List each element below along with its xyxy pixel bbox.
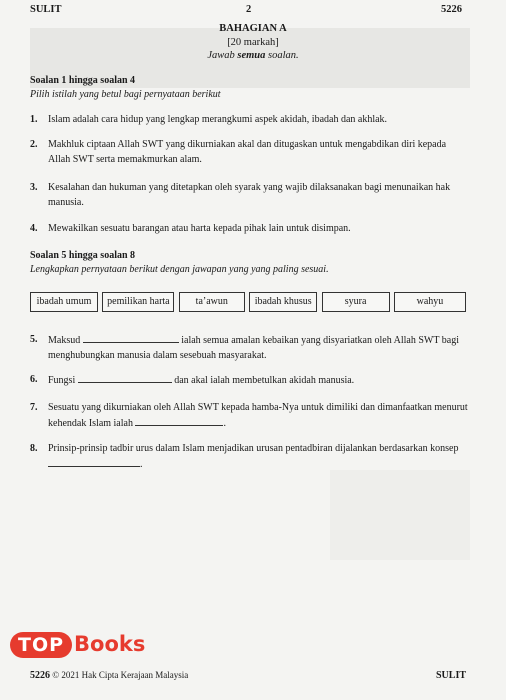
answer-choices — [30, 292, 466, 312]
show-through-block — [330, 470, 470, 560]
part1-instruction: Pilih istilah yang betul bagi pernyataan berikut — [30, 89, 221, 100]
question-8 — [30, 442, 470, 472]
question-text: Makhluk ciptaan Allah SWT yang dikurniakan akal dan ditugaskan untuk mengabdikan diri kepada Allah SWT serta memakmurkan alam. — [48, 139, 447, 165]
footer-sulit: SULIT — [436, 670, 467, 681]
footer-copyright: © 2021 Hak Cipta Kerajaan Malaysia — [52, 670, 189, 680]
question-number: 4. — [30, 223, 38, 234]
instruction-part: soalan. — [265, 50, 299, 61]
section-title: BAHAGIAN A — [219, 23, 287, 34]
question-text: . — [140, 458, 143, 470]
instruction-bold: semua — [237, 50, 266, 61]
choice-box: ibadah umum — [30, 292, 98, 312]
question-text: Prinsip-prinsip tadbir urus dalam Islam menjadikan urusan pentadbiran dijalankan berdasarkan konsep — [48, 443, 459, 454]
choice-box: ibadah khusus — [249, 292, 317, 312]
question-text: Maksud — [48, 335, 81, 346]
footer-right — [436, 670, 466, 681]
header-left: SULIT — [30, 4, 62, 15]
question-text: Mewakilkan sesuatu barangan atau harta kepada pihak lain untuk disimpan. — [48, 223, 351, 234]
answer-blank[interactable] — [78, 373, 172, 383]
footer-code: 5226 — [30, 670, 50, 681]
question-number: 2. — [30, 139, 38, 150]
question-number: 3. — [30, 182, 38, 193]
section-marks: [20 markah] — [227, 37, 279, 48]
question-text: Islam adalah cara hidup yang lengkap merangkumi aspek akidah, ibadah dan akhlak. — [48, 114, 388, 125]
question-4 — [30, 222, 470, 237]
answer-blank[interactable] — [83, 333, 179, 343]
question-number: 7. — [30, 402, 38, 413]
part2-heading: Soalan 5 hingga soalan 8 — [30, 250, 136, 261]
question-7 — [30, 401, 470, 431]
question-text: Kesalahan dan hukuman yang ditetapkan oleh syarak yang wajib dilaksanakan bagi menunaikan hak manusia. — [48, 182, 451, 208]
answer-blank[interactable] — [48, 457, 140, 467]
logo-top-badge: TOP — [10, 632, 72, 658]
question-6 — [30, 373, 470, 389]
header-page-number: 2 — [246, 4, 252, 15]
question-3 — [30, 181, 470, 210]
answer-blank[interactable] — [135, 416, 223, 426]
question-text: ialah semua amalan kebaikan yang disyariatkan oleh Allah SWT bagi menghubungkan manusia dalam sesebuah masyarakat. — [48, 335, 460, 361]
logo-books-text: Books — [74, 632, 146, 656]
question-text: . — [223, 417, 226, 429]
question-2 — [30, 138, 470, 167]
question-text: dan akal ialah membetulkan akidah manusia. — [174, 375, 355, 386]
part2-instruction: Lengkapkan pernyataan berikut dengan jawapan yang yang paling sesuai. — [30, 264, 329, 275]
instruction-part: Jawab — [207, 50, 238, 61]
choice-box: pemilikan harta — [102, 292, 174, 312]
question-1 — [30, 113, 470, 128]
choice-box: ta’awun — [179, 292, 245, 312]
question-number: 1. — [30, 114, 38, 125]
question-number: 8. — [30, 443, 38, 454]
choice-box: wahyu — [394, 292, 466, 312]
question-number: 6. — [30, 374, 38, 385]
question-text: Fungsi — [48, 375, 76, 386]
part1-heading: Soalan 1 hingga soalan 4 — [30, 75, 136, 86]
topbooks-watermark-logo — [10, 632, 145, 658]
question-text: Sesuatu yang dikurniakan oleh Allah SWT kepada hamba-Nya untuk dimiliki dan dimanfaatkan menurut kehendak Islam ialah — [48, 402, 468, 429]
header-right: 5226 — [441, 4, 462, 15]
choice-box: syura — [322, 292, 390, 312]
question-5 — [30, 333, 470, 363]
section-instruction — [0, 50, 506, 61]
footer-left — [30, 670, 188, 681]
question-number: 5. — [30, 334, 38, 345]
